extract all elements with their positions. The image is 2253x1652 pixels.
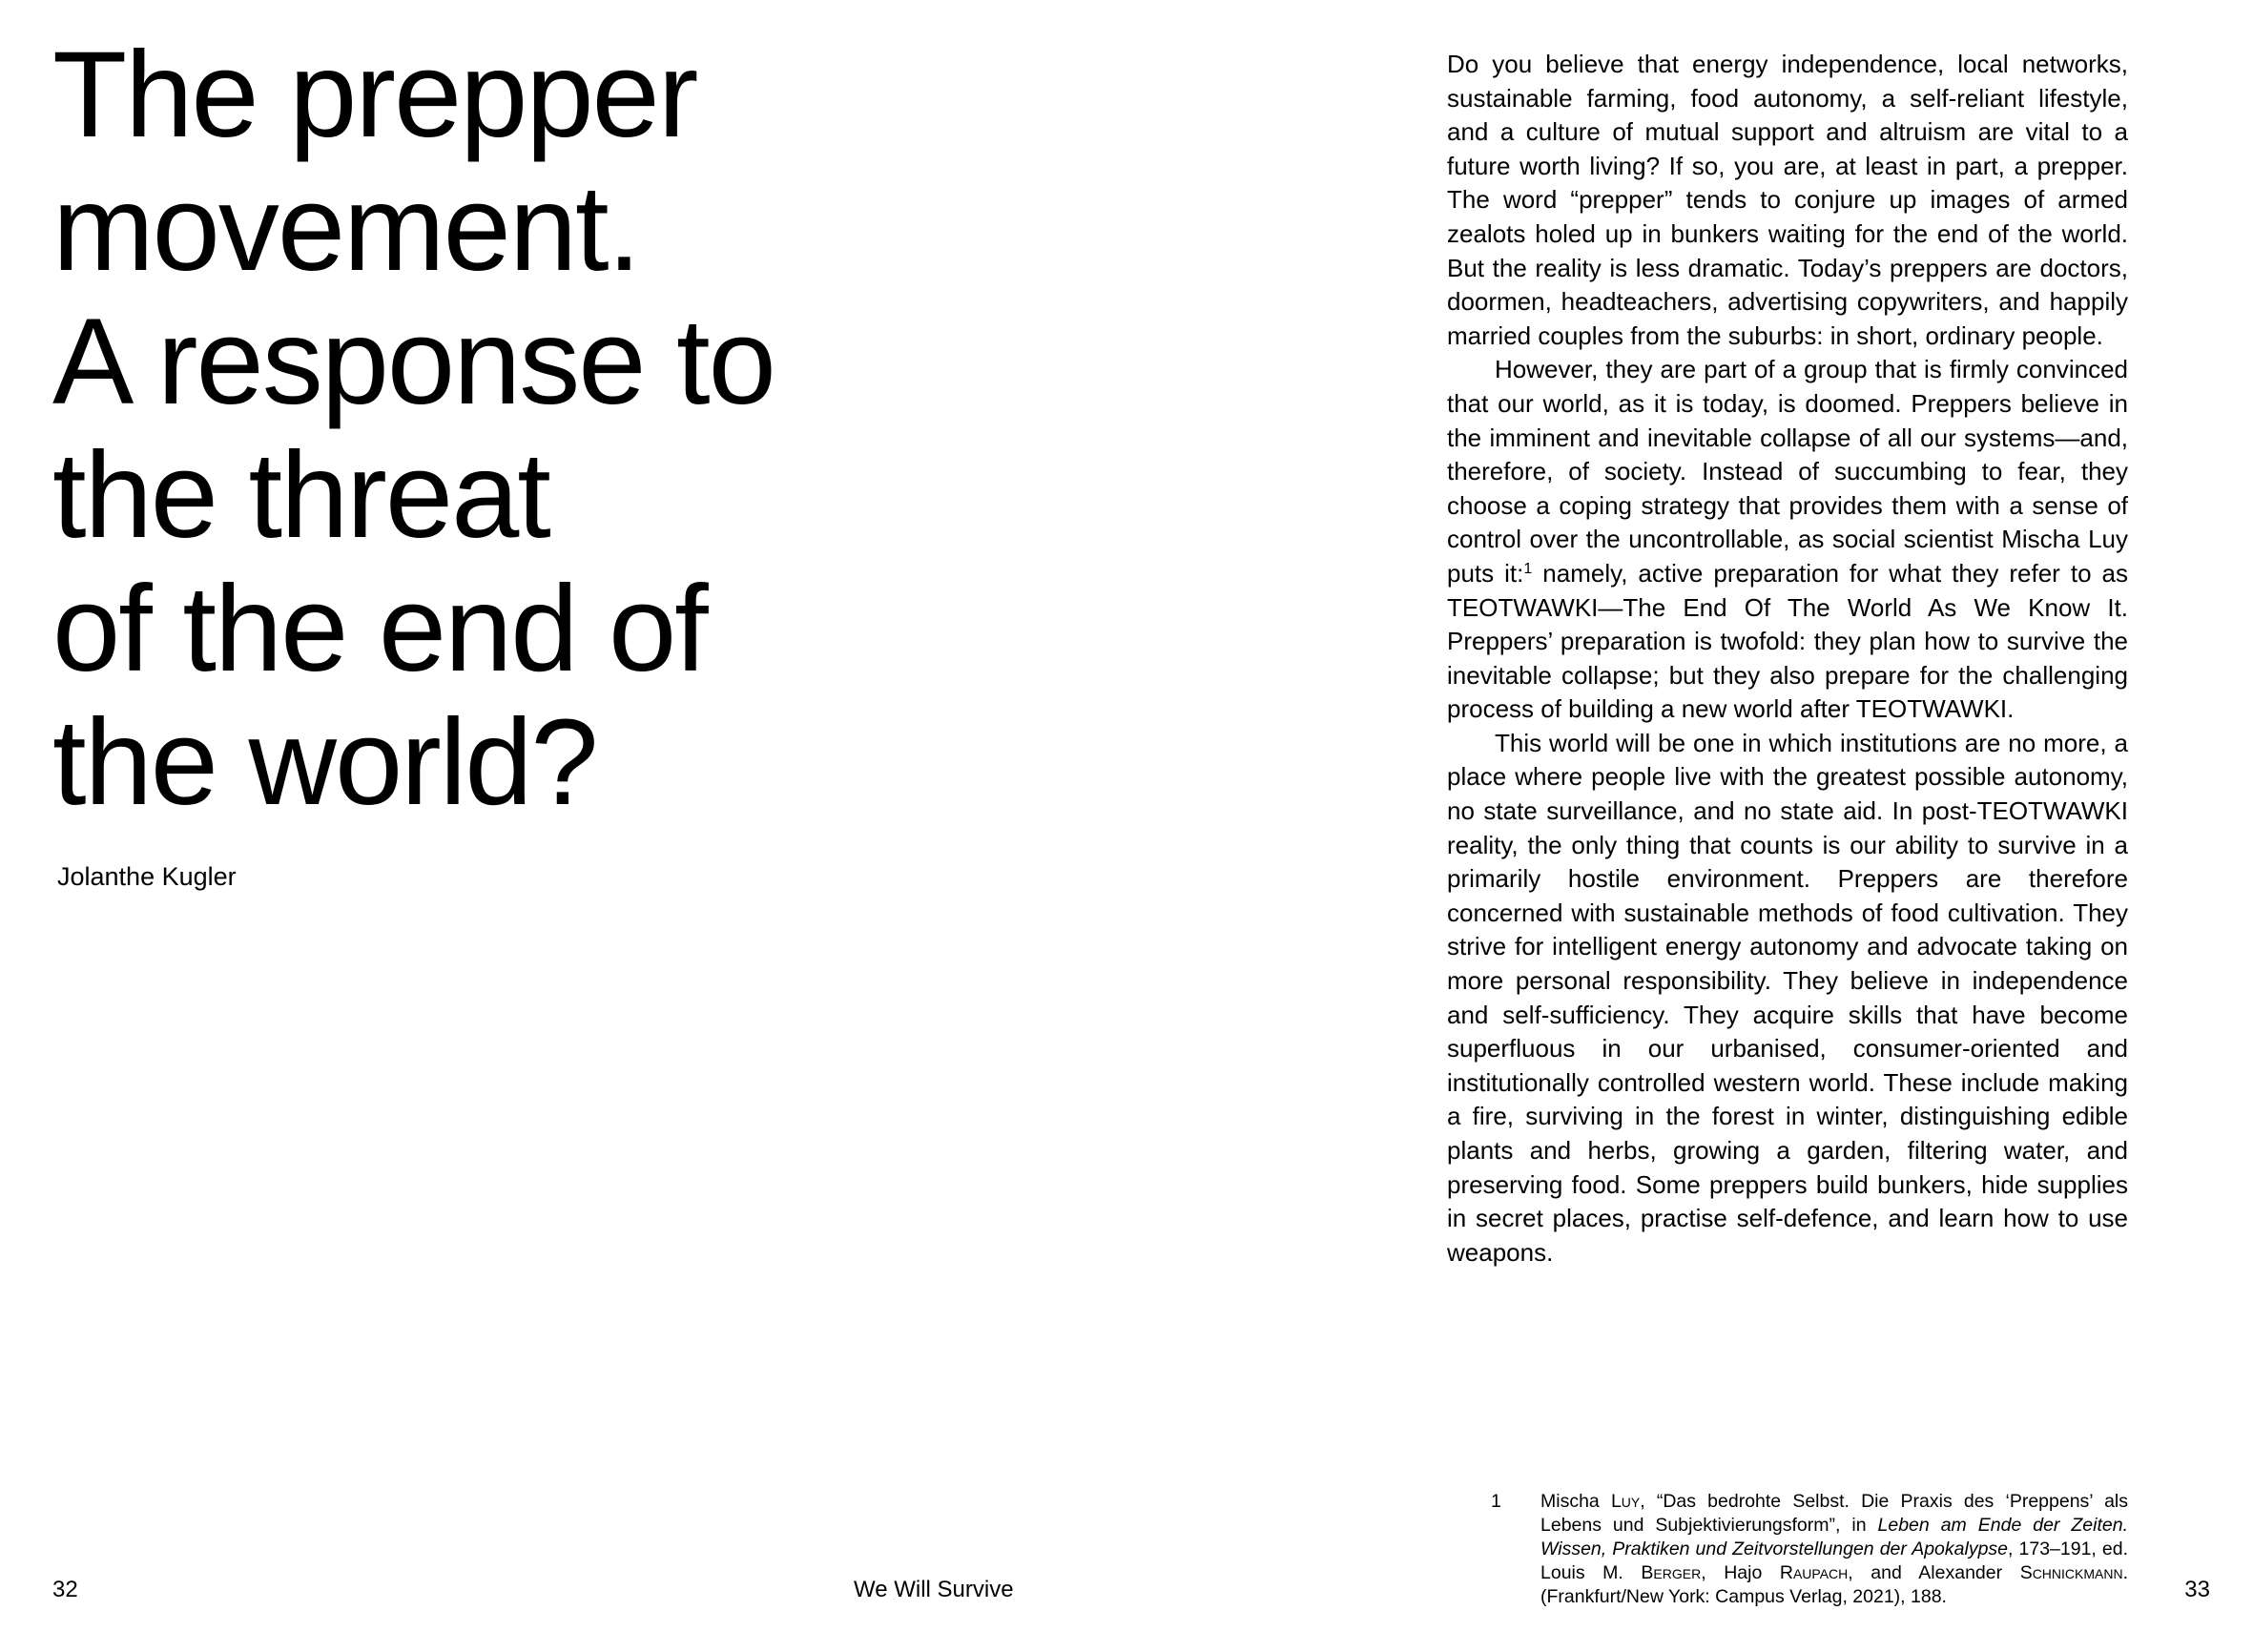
footnote-author: Luy [1610, 1491, 1641, 1512]
title-line: The prepper [52, 27, 697, 163]
footnote-segment: , Hajo [1701, 1562, 1780, 1583]
paragraph-text: However, they are part of a group that is firmly convinced that our world, as it is today, is doomed. Preppers believe in the imminent and inevitable collapse of all our systems—and, therefore, of society. Instead of succumbing to fear, they choose a coping strategy that provides them with a sense of control over the uncontrollable, as social scientist Mischa Luy puts it: [1447, 355, 2128, 588]
footnote-segment: , and Alexander [1848, 1562, 2020, 1583]
footnote-text [1540, 1490, 2128, 1609]
page-number-left: 32 [52, 1577, 78, 1602]
title-line: the threat [52, 427, 549, 564]
title-line: the world? [52, 694, 597, 831]
footnote-editor: Berger [1641, 1562, 1702, 1583]
title-line: of the end of [52, 561, 707, 697]
footnote-segment: , 173–191, ed. Louis M. [1540, 1538, 2128, 1583]
footnote-editor: Schnickmann [2019, 1562, 2123, 1583]
footnote-segment: Mischa [1540, 1491, 1611, 1512]
footnote-segment: , “Das bedrohte Selbst. Die Praxis des ‘Preppens’ als Lebens und Subjektivierungsform”, in [1540, 1491, 2128, 1536]
article-title [52, 29, 1102, 830]
title-line: A response to [52, 294, 775, 430]
footnote-reference: 1 [1523, 560, 1533, 577]
title-line: movement. [52, 160, 640, 297]
author-name: Jolanthe Kugler [57, 862, 237, 891]
paragraph: Do you believe that energy independence, local networks, sustainable farming, food autonomy, a self-reliant lifestyle, and a culture of mutual support and altruism are vital to a future worth living? If so, you are, at least in part, a prepper. The word “prepper” tends to conjure up images of armed zealots holed up in bunkers waiting for the end of the world. But the reality is less dramatic. Today’s preppers are doctors, doormen, headteachers, advertising copywriters, and happily married couples from the suburbs: in short, ordinary people. [1447, 50, 2128, 350]
paragraph: This world will be one in which institutions are no more, a place where people live with the greatest possible autonomy, no state surveillance, and no state aid. In post-TEOTWAWKI reality, the only thing that counts is our ability to survive in a primarily hostile environment. Preppers are therefore concerned with sustainable methods of food cultivation. They strive for intelligent energy autonomy and advocate taking on more personal responsibility. They believe in independence and self-sufficiency. They acquire skills that have become superfluous in our urbanised, consumer-oriented and institutionally controlled western world. These include making a fire, surviving in the forest in winter, distinguishing edible plants and herbs, growing a garden, filtering water, and preserving food. Some preppers build bunkers, hide supplies in secret places, practise self-defence, and learn how to use weapons. [1447, 728, 2128, 1267]
paragraph-text: namely, active preparation for what they refer to as TEOTWAWKI—The End Of The World As We Know It. Preppers’ preparation is twofold: they plan how to survive the inevitable collapse; but they also prepare for the challenging process of building a new world after TEOTWAWKI. [1447, 558, 2128, 724]
running-title: We Will Survive [854, 1577, 1014, 1602]
page-number-right: 33 [2184, 1577, 2210, 1602]
footnote-number: 1 [1491, 1491, 1501, 1512]
footnote-book-title: Leben am Ende der Zeiten. Wissen, Praktiken und Zeitvorstellungen der Apokalypse [1540, 1515, 2128, 1559]
footnote [1491, 1490, 2128, 1609]
paragraph [1447, 353, 2128, 727]
body-text [1447, 48, 2128, 1270]
footnote-segment: . (Frankfurt/New York: Campus Verlag, 2021), 188. [1540, 1562, 2129, 1607]
footnote-editor: Raupach [1779, 1562, 1849, 1583]
